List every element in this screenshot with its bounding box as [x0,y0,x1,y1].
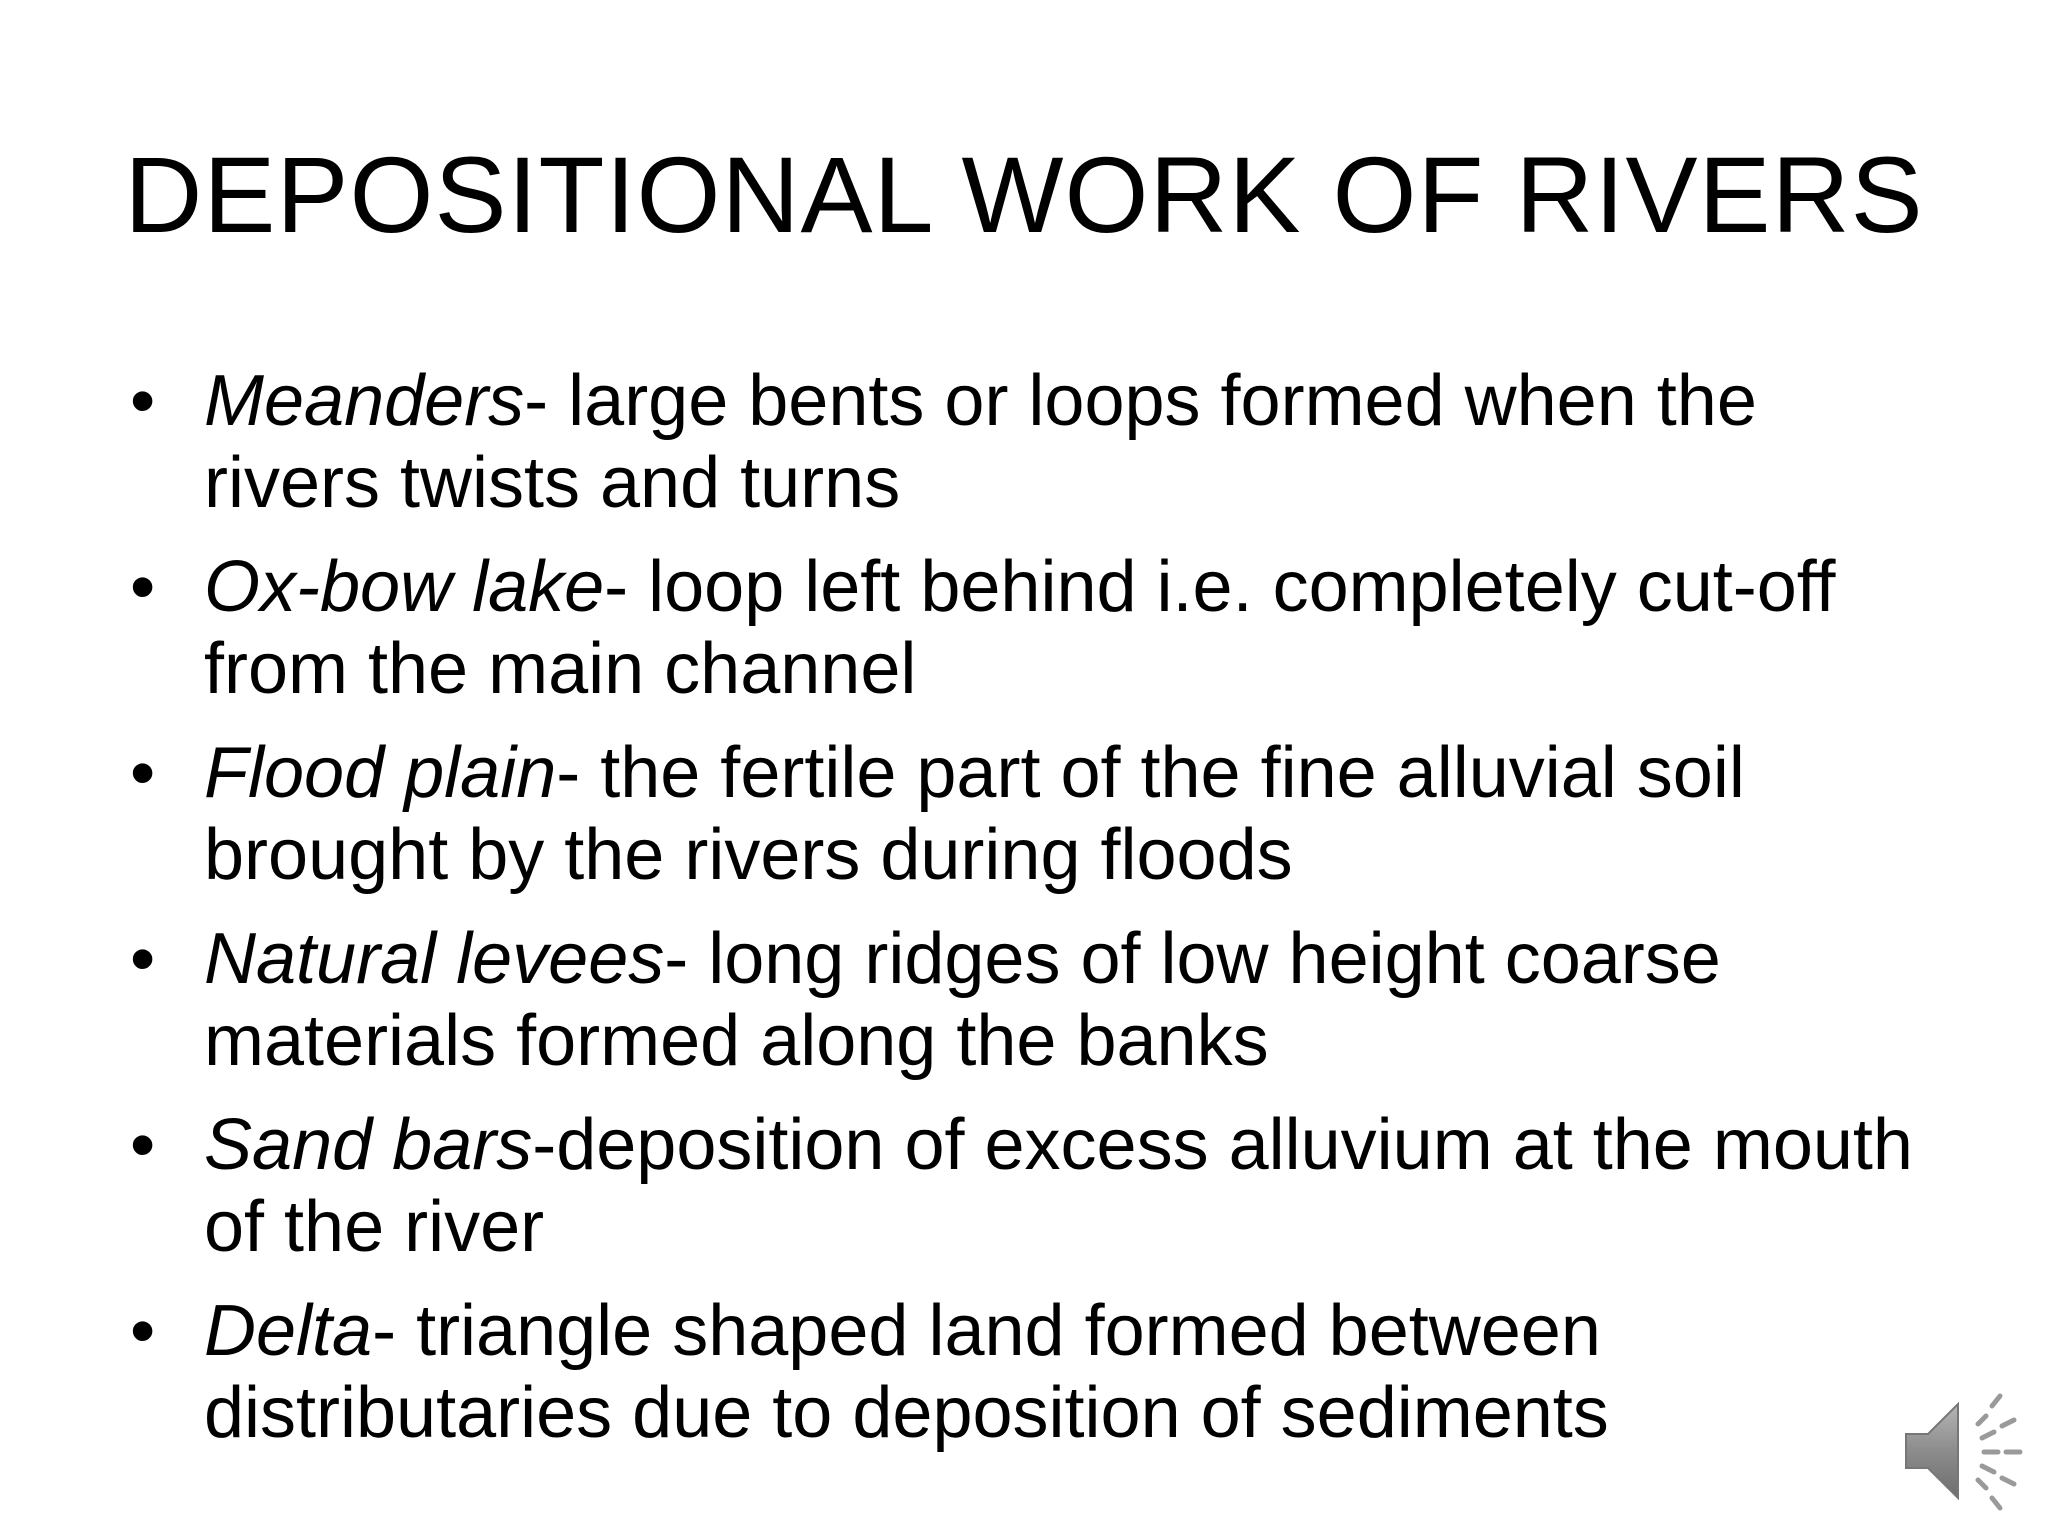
bullet-dot: • [130,1291,156,1371]
speaker-icon[interactable] [1896,1386,2026,1516]
bullet-list [118,360,1948,1476]
bullet-item [118,360,1948,524]
bullet-term: Ox-bow lake [204,547,605,627]
bullet-item [118,1290,1948,1454]
slide-title: DEPOSITIONAL WORK OF RIVERS [124,134,1924,255]
bullet-dot: • [130,361,156,441]
bullet-dot: • [130,733,156,813]
bullet-text: - large bents or loops formed when the rivers twists and turns [204,361,1757,523]
bullet-text: - loop left behind i.e. completely cut-off from the main channel [204,547,1836,709]
bullet-item [118,1104,1948,1268]
bullet-text: - long ridges of low height coarse materials formed along the banks [204,919,1721,1081]
bullet-item [118,732,1948,896]
bullet-dot: • [130,1105,156,1185]
bullet-item [118,918,1948,1082]
bullet-term: Flood plain [204,733,557,813]
bullet-term: Meanders [204,361,525,441]
bullet-item [118,546,1948,710]
bullet-term: Sand bars [204,1105,533,1185]
bullet-text: - triangle shaped land formed between distributaries due to deposition of sediments [204,1291,1609,1453]
speaker-icon-graphic [1896,1386,2026,1516]
bullet-term: Delta [204,1291,373,1371]
bullet-term: Natural levees [204,919,665,999]
bullet-dot: • [130,547,156,627]
bullet-text: -deposition of excess alluvium at the mouth of the river [204,1105,1913,1267]
bullet-dot: • [130,919,156,999]
bullet-text: - the fertile part of the fine alluvial soil brought by the rivers during floods [204,733,1745,895]
